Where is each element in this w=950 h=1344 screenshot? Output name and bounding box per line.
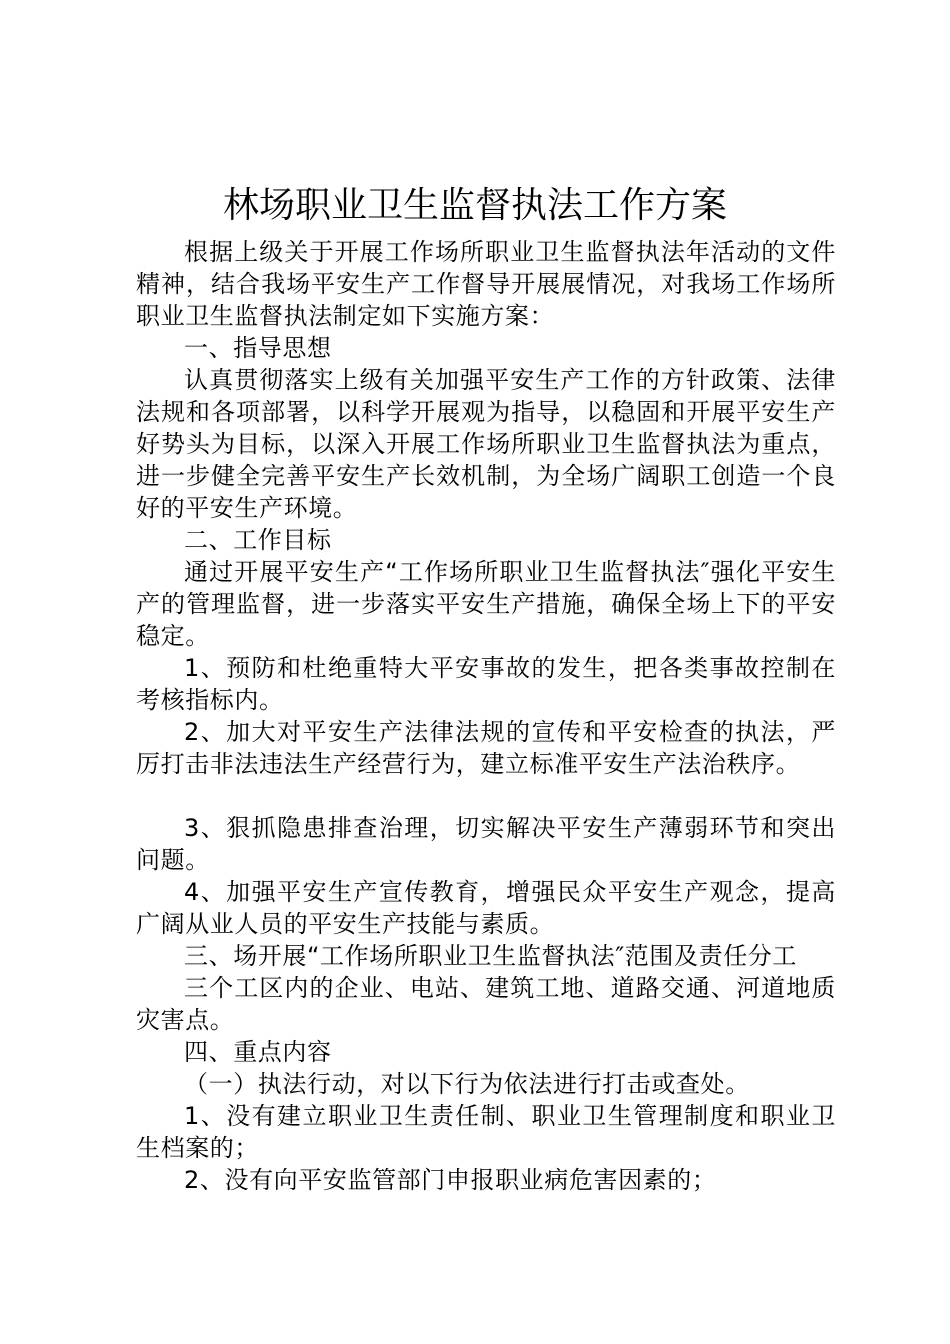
heading-scope: 三、场开展“工作场所职业卫生监督执法″范围及责任分工 — [184, 942, 797, 970]
enforcement-item-2: 2、没有向平安监管部门申报职业病危害因素的； — [184, 1166, 717, 1194]
goal-item-3: 3、狠抓隐患排查治理，切实解决平安生产薄弱环节和突出问题。 — [136, 814, 836, 874]
heading-work-goals: 二、工作目标 — [184, 526, 332, 554]
paragraph-guiding-ideology: 认真贯彻落实上级有关加强平安生产工作的方针政策、法律法规和各项部署，以科学开展观为指导，以稳固和开展平安生产好势头为目标，以深入开展工作场所职业卫生监督执法为重点，进一步健全完善平安生产长效机制，为全场广阔职工创造一个良好的平安生产环境。 — [136, 366, 836, 522]
paragraph-work-goals: 通过开展平安生产“工作场所职业卫生监督执法″强化平安生产的管理监督，进一步落实平安生产措施，确保全场上下的平安稳定。 — [136, 558, 836, 650]
goal-item-1: 1、预防和杜绝重特大平安事故的发生，把各类事故控制在考核指标内。 — [136, 654, 836, 714]
subheading-enforcement: （一）执法行动，对以下行为依法进行打击或查处。 — [184, 1070, 750, 1098]
goal-item-2: 2、加大对平安生产法律法规的宣传和平安检查的执法，严厉打击非法违法生产经营行为，建立标准平安生产法治秩序。 — [136, 718, 836, 778]
paragraph-scope: 三个工区内的企业、电站、建筑工地、道路交通、河道地质灾害点。 — [136, 974, 836, 1034]
enforcement-item-1: 1、没有建立职业卫生责任制、职业卫生管理制度和职业卫生档案的； — [136, 1102, 836, 1162]
paragraph-intro: 根据上级关于开展工作场所职业卫生监督执法年活动的文件精神，结合我场平安生产工作督导开展展情况，对我场工作场所职业卫生监督执法制定如下实施方案： — [136, 238, 836, 330]
heading-key-content: 四、重点内容 — [184, 1038, 332, 1066]
document-title: 林场职业卫生监督执法工作方案 — [222, 185, 727, 226]
goal-item-4: 4、加强平安生产宣传教育，增强民众平安生产观念，提高广阔从业人员的平安生产技能与素质。 — [136, 878, 836, 938]
heading-guiding-ideology: 一、指导思想 — [184, 334, 332, 362]
document-body — [136, 236, 836, 1196]
